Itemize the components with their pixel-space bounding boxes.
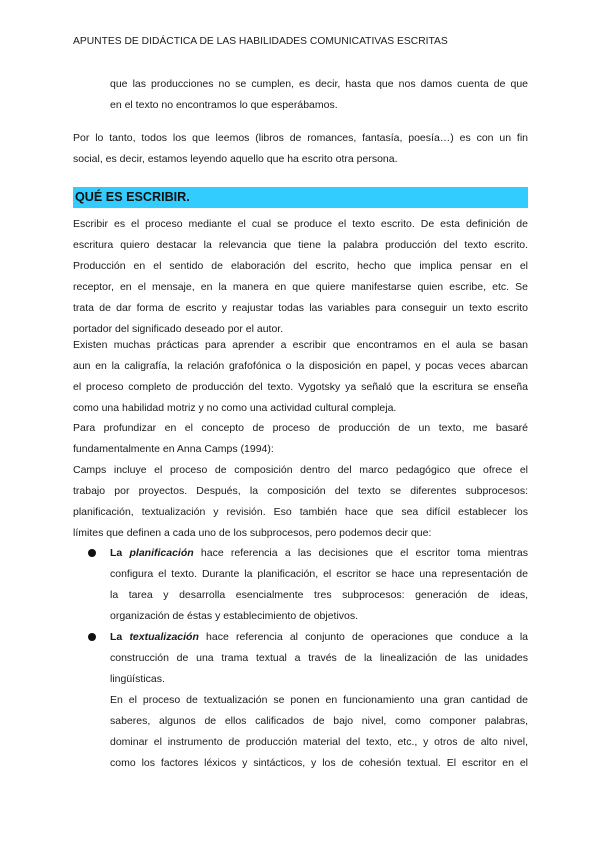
text-line: Escribir es el proceso mediante el cual se produce el texto escrito. De esta definición de (73, 218, 528, 230)
text-line: que las producciones no se cumplen, es decir, hasta que nos damos cuenta de que (110, 78, 528, 90)
text-line: como una habilidad motriz y no como una actividad cultural compleja. (73, 402, 397, 414)
text-line: En el proceso de textualización se ponen en funcionamiento una gran cantidad de (110, 694, 528, 706)
bullet-term: planificación (129, 547, 194, 559)
text-line: receptor, en el mensaje, en la manera en que quiere manifestarse quien escribe, etc. Se (73, 281, 528, 293)
bullet-item-planificacion (110, 543, 528, 627)
text-line: trabajo por proyectos. Después, la composición del texto se diferentes subprocesos: (73, 485, 528, 497)
bullet-lead: La (110, 547, 123, 559)
text-line: límites que definen a cada uno de los subprocesos, pero podemos decir que: (73, 527, 432, 539)
text-line: fundamentalmente en Anna Camps (1994): (73, 443, 274, 455)
text-line: construcción de una trama textual a través de la linealización de las unidades (110, 652, 528, 664)
paragraph (73, 460, 528, 544)
text-line: lingüísticas. (110, 673, 165, 685)
text-line (110, 627, 528, 648)
text-line: Por lo tanto, todos los que leemos (libros de romances, fantasía, poesía…) es con un fin (73, 132, 528, 144)
running-header: APUNTES DE DIDÁCTICA DE LAS HABILIDADES COMUNICATIVAS ESCRITAS (73, 36, 448, 47)
bullet-first-line: hace referencia a las decisiones que el escritor toma mientras (200, 547, 529, 559)
text-line: la tarea y desarrolla esencialmente tres subprocesos: generación de ideas, (110, 589, 528, 601)
text-line: escritura quiero destacar la relevancia que tiene la palabra producción del texto escrito. (73, 239, 528, 251)
bullet-item-textualizacion (110, 627, 528, 774)
text-line: como los factores léxicos y sintácticos, y los de cohesión textual. El escritor en el (110, 757, 528, 769)
bullet-first-line: hace referencia al conjunto de operaciones que conduce a la (206, 631, 528, 643)
text-line: trata de dar forma de escrito y reajustar todas las variables para conseguir un texto escrito (73, 302, 528, 314)
bullet-dot (88, 633, 96, 641)
text-line: saberes, algunos de ellos calificados de bajo nivel, como componer palabras, (110, 715, 528, 727)
paragraph (73, 418, 528, 460)
text-line: portador del significado deseado por el autor. (73, 323, 284, 335)
text-line: organización de éstas y establecimiento de objetivos. (110, 610, 359, 622)
text-line: Para profundizar en el concepto de proceso de producción de un texto, me basaré (73, 422, 528, 434)
text-line: Producción en el sentido de elaboración del escrito, hecho que implica pensar en el (73, 260, 528, 272)
bullet-dot (88, 549, 96, 557)
text-line: planificación, textualización y revisión. Eso también hace que sea difícil establecer los (73, 506, 528, 518)
paragraph (73, 335, 528, 419)
text-line: dominar el instrumento de producción material del texto, etc., y otros de alto nivel, (110, 736, 528, 748)
text-line: aun en la caligrafía, la relación grafofónica o la disposición en papel, y pocas veces abarcan (73, 360, 528, 372)
text-line: Existen muchas prácticas para aprender a escribir que encontramos en el aula se basan (73, 339, 528, 351)
paragraph (73, 214, 528, 340)
text-line: el proceso completo de producción del texto. Vygotsky ya señaló que la escritura se enseña (73, 381, 528, 393)
bullet-lead: La (110, 631, 123, 643)
paragraph-continuation (110, 74, 528, 116)
bullet-term: textualización (129, 631, 199, 643)
paragraph (73, 128, 528, 170)
text-line (110, 543, 528, 564)
text-line: en el texto no encontramos lo que esperábamos. (110, 99, 338, 111)
text-line: configura el texto. Durante la planificación, el escritor se hace una representación de (110, 568, 528, 580)
section-heading: QUÉ ES ESCRIBIR. (73, 187, 528, 208)
text-line: social, es decir, estamos leyendo aquello que ha escrito otra persona. (73, 153, 398, 165)
text-line: Camps incluye el proceso de composición dentro del marco pedagógico que ofrece el (73, 464, 528, 476)
